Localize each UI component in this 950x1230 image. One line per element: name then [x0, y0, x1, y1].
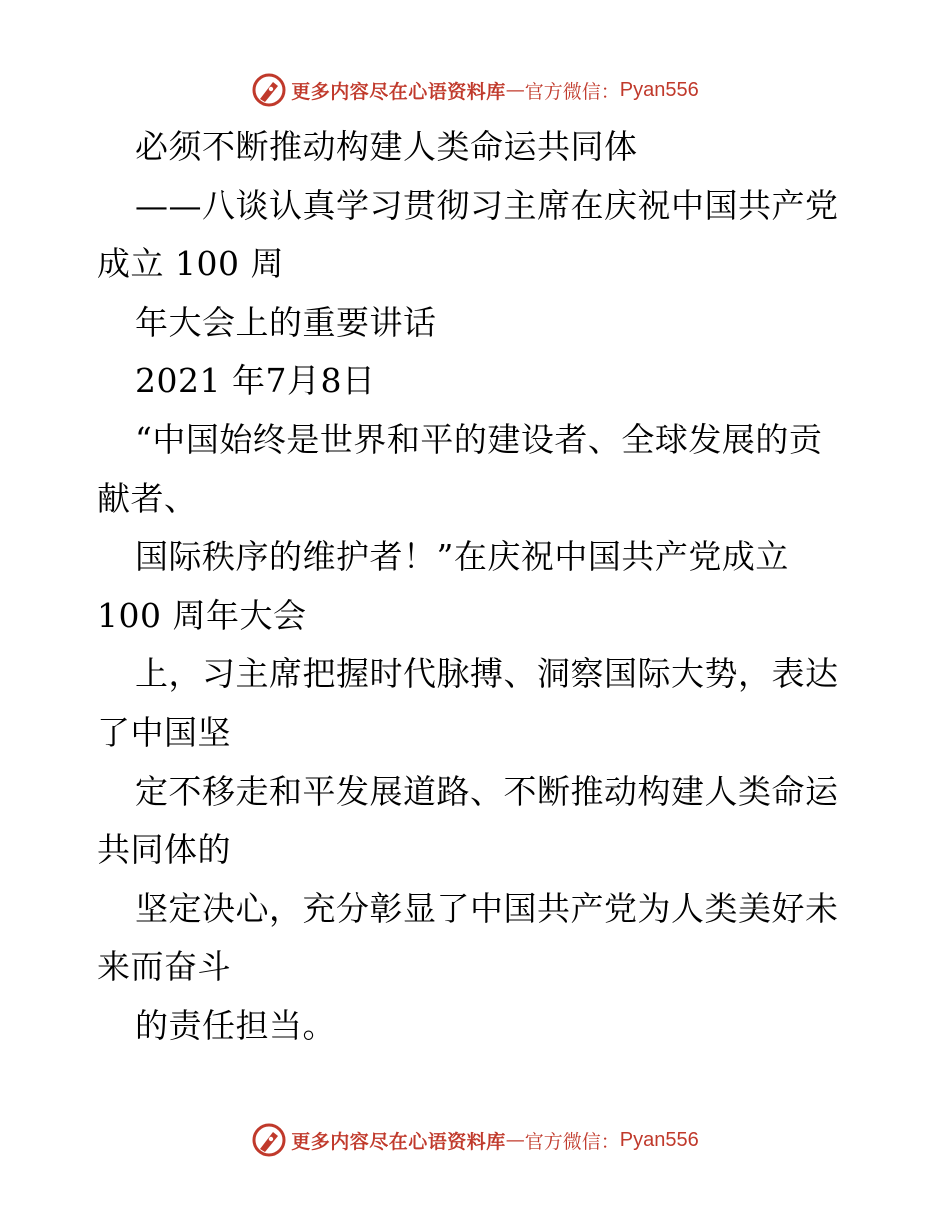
doc-paragraph-line: 来而奋斗: [97, 947, 231, 987]
doc-paragraph-line: 共同体的: [97, 830, 231, 870]
doc-paragraph-line: “中国始终是世界和平的建设者、全球发展的贡: [135, 419, 823, 459]
document-body: [97, 118, 857, 1056]
doc-paragraph-line: 献者、: [97, 478, 198, 518]
banner-contact-id: Pyan556: [619, 1128, 699, 1151]
header-banner: [0, 70, 950, 110]
doc-paragraph-line: 坚定决心，充分彰显了中国共产党为人类美好未: [135, 888, 839, 928]
doc-title: 必须不断推动构建人类命运共同体: [135, 127, 638, 166]
banner-contact-label: 官方微信：: [524, 1130, 620, 1153]
doc-paragraph-line: 了中国坚: [97, 712, 231, 752]
banner-dash: —: [505, 79, 525, 101]
doc-paragraph-line: 国际秩序的维护者！”在庆祝中国共产党成立: [135, 537, 789, 577]
doc-subtitle-line: ——八谈认真学习贯彻习主席在庆祝中国共产党: [135, 185, 839, 225]
doc-paragraph-line: 上，习主席把握时代脉搏、洞察国际大势，表达: [135, 654, 839, 694]
banner-dash: —: [505, 1129, 525, 1151]
footer-banner: [0, 1120, 950, 1160]
pen-nib-circle-icon: [251, 72, 287, 108]
doc-paragraph-line: 定不移走和平发展道路、不断推动构建人类命运: [135, 771, 839, 811]
doc-paragraph-line: 的责任担当。: [135, 1005, 336, 1045]
doc-subtitle-line: 成立 100 周: [97, 244, 284, 284]
banner-title: 更多内容尽在心语资料库: [291, 80, 506, 103]
banner-title: 更多内容尽在心语资料库: [291, 1130, 506, 1153]
banner-contact-id: Pyan556: [619, 78, 699, 101]
pen-nib-circle-icon: [251, 1122, 287, 1158]
doc-date: 2021 年7月8日: [135, 361, 376, 401]
banner-contact-label: 官方微信：: [524, 80, 620, 103]
doc-subtitle-line: 年大会上的重要讲话: [135, 302, 437, 342]
doc-paragraph-line: 100 周年大会: [97, 595, 307, 635]
